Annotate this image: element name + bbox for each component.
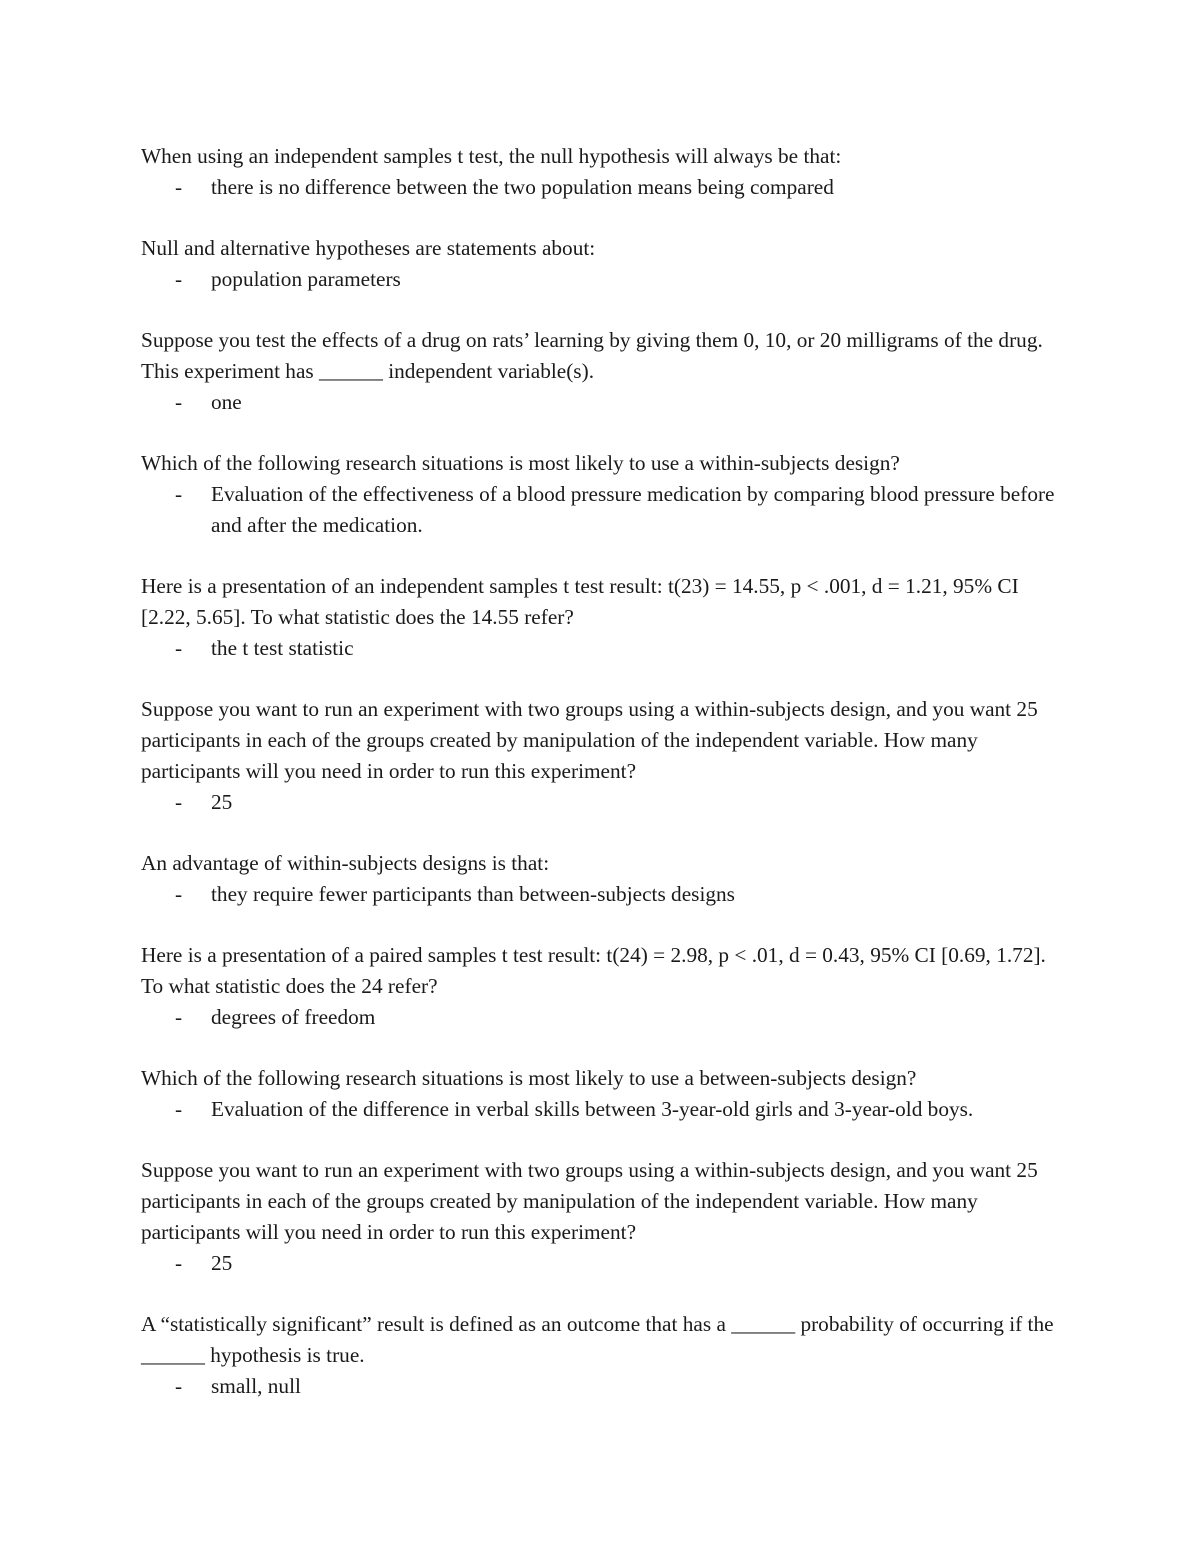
document-body bbox=[141, 141, 1061, 1432]
question-text: An advantage of within-subjects designs is that: bbox=[141, 851, 550, 875]
question-text: When using an independent samples t test, the null hypothesis will always be that: bbox=[141, 144, 842, 168]
question-text: Suppose you want to run an experiment with two groups using a within-subjects design, and you want 25 participants in each of the groups created by manipulation of the independent variable. How many participants will you need in order to run this experiment? bbox=[141, 697, 1038, 783]
dash-bullet: - bbox=[175, 390, 183, 414]
answer-text: Evaluation of the effectiveness of a blood pressure medication by comparing blood pressure before and after the medication. bbox=[211, 482, 1055, 537]
dash-bullet: - bbox=[175, 1097, 183, 1121]
dash-bullet: - bbox=[175, 790, 183, 814]
answer-text: population parameters bbox=[211, 267, 401, 291]
answer-item bbox=[141, 1002, 1061, 1033]
qa-item bbox=[141, 940, 1061, 1033]
answer-item bbox=[141, 879, 1061, 910]
question-text: Which of the following research situations is most likely to use a between-subjects design? bbox=[141, 1066, 917, 1090]
answer-item bbox=[141, 479, 1061, 541]
answer-item bbox=[141, 1094, 1061, 1125]
answer-text: degrees of freedom bbox=[211, 1005, 376, 1029]
question-text: Which of the following research situations is most likely to use a within-subjects design? bbox=[141, 451, 900, 475]
answer-text: small, null bbox=[211, 1374, 301, 1398]
dash-bullet: - bbox=[175, 1251, 183, 1275]
answer-item bbox=[141, 787, 1061, 818]
qa-item bbox=[141, 848, 1061, 910]
answer-text: they require fewer participants than between-subjects designs bbox=[211, 882, 735, 906]
dash-bullet: - bbox=[175, 882, 183, 906]
answer-item bbox=[141, 387, 1061, 418]
dash-bullet: - bbox=[175, 1005, 183, 1029]
answer-item bbox=[141, 633, 1061, 664]
qa-item bbox=[141, 233, 1061, 295]
qa-item bbox=[141, 571, 1061, 664]
dash-bullet: - bbox=[175, 267, 183, 291]
answer-text: 25 bbox=[211, 1251, 233, 1275]
dash-bullet: - bbox=[175, 636, 183, 660]
qa-item bbox=[141, 694, 1061, 818]
answer-item bbox=[141, 1248, 1061, 1279]
question-text: Here is a presentation of a paired samples t test result: t(24) = 2.98, p < .01, d = 0.43, 95% CI [0.69, 1.72]. To what statistic does the 24 refer? bbox=[141, 943, 1046, 998]
answer-text: one bbox=[211, 390, 242, 414]
answer-text: 25 bbox=[211, 790, 233, 814]
answer-item bbox=[141, 1371, 1061, 1402]
answer-text: Evaluation of the difference in verbal skills between 3-year-old girls and 3-year-old boys. bbox=[211, 1097, 974, 1121]
qa-item bbox=[141, 1155, 1061, 1279]
qa-item bbox=[141, 1063, 1061, 1125]
question-text: Suppose you want to run an experiment with two groups using a within-subjects design, and you want 25 participants in each of the groups created by manipulation of the independent variable. How many participants will you need in order to run this experiment? bbox=[141, 1158, 1038, 1244]
question-text: Here is a presentation of an independent samples t test result: t(23) = 14.55, p < .001, d = 1.21, 95% CI [2.22, 5.65]. To what statistic does the 14.55 refer? bbox=[141, 574, 1019, 629]
qa-item bbox=[141, 1309, 1061, 1402]
qa-item bbox=[141, 325, 1061, 418]
qa-item bbox=[141, 448, 1061, 541]
dash-bullet: - bbox=[175, 175, 183, 199]
answer-item bbox=[141, 172, 1061, 203]
answer-text: the t test statistic bbox=[211, 636, 354, 660]
question-text: A “statistically significant” result is defined as an outcome that has a ______ probability of occurring if the ______ hypothesis is true. bbox=[141, 1312, 1054, 1367]
question-text: Null and alternative hypotheses are statements about: bbox=[141, 236, 596, 260]
answer-text: there is no difference between the two population means being compared bbox=[211, 175, 834, 199]
qa-item bbox=[141, 141, 1061, 203]
answer-item bbox=[141, 264, 1061, 295]
question-text: Suppose you test the effects of a drug on rats’ learning by giving them 0, 10, or 20 milligrams of the drug. This experiment has ______ independent variable(s). bbox=[141, 328, 1043, 383]
dash-bullet: - bbox=[175, 482, 183, 506]
dash-bullet: - bbox=[175, 1374, 183, 1398]
